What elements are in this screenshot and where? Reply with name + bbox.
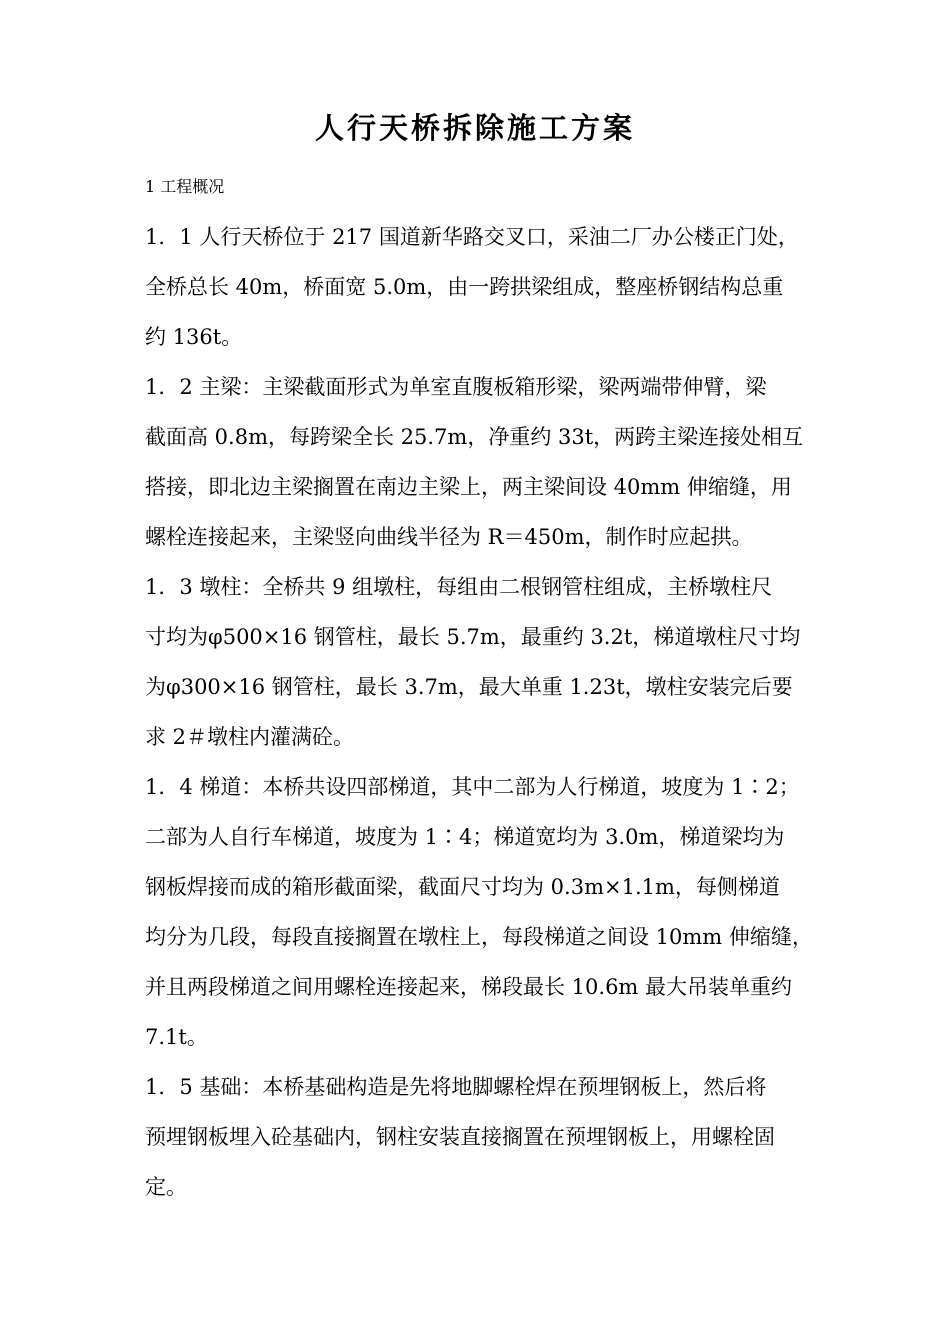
paragraph-line: 1．1 人行天桥位于 217 国道新华路交叉口，采油二厂办公楼正门处， bbox=[145, 225, 799, 249]
paragraph-line: 1．4 梯道：本桥共设四部梯道，其中二部为人行梯道，坡度为 1∶2； bbox=[145, 775, 800, 799]
paragraph-line: 搭接，即北边主梁搁置在南边主梁上，两主梁间设 40mm 伸缩缝，用 bbox=[145, 475, 792, 499]
paragraph-line: 约 136t。 bbox=[145, 325, 243, 349]
paragraph-line: 1．5 基础：本桥基础构造是先将地脚螺栓焊在预埋钢板上，然后将 bbox=[145, 1075, 767, 1099]
paragraph-line: 1．2 主梁：主梁截面形式为单室直腹板箱形梁，梁两端带伸臂，梁 bbox=[145, 375, 767, 399]
paragraph-line: 求 2＃墩柱内灌满砼。 bbox=[145, 725, 355, 749]
paragraph-line: 1．3 墩柱：全桥共 9 组墩柱，每组由二根钢管柱组成，主桥墩柱尺 bbox=[145, 575, 773, 599]
paragraph-line: 为φ300×16 钢管柱，最长 3.7m，最大单重 1.23t，墩柱安装完后要 bbox=[145, 675, 793, 699]
document-title: 人行天桥拆除施工方案 bbox=[314, 111, 635, 145]
paragraph bbox=[145, 218, 807, 368]
paragraph-line: 并且两段梯道之间用螺栓连接起来，梯段最长 10.6m 最大吊装单重约 bbox=[145, 975, 793, 999]
paragraph-line: 全桥总长 40m，桥面宽 5.0m，由一跨拱梁组成，整座桥钢结构总重 bbox=[145, 275, 784, 299]
paragraph bbox=[145, 768, 813, 1068]
paragraph bbox=[145, 1068, 807, 1218]
paragraph-line: 寸均为φ500×16 钢管柱，最长 5.7m，最重约 3.2t，梯道墩柱尺寸均 bbox=[145, 625, 801, 649]
paragraph-line: 螺栓连接起来，主梁竖向曲线半径为 R＝450m，制作时应起拱。 bbox=[145, 525, 753, 549]
paragraph-line: 定。 bbox=[145, 1175, 187, 1199]
paragraph-line: 二部为人自行车梯道，坡度为 1∶4；梯道宽均为 3.0m，梯道梁均为 bbox=[145, 825, 785, 849]
section-heading: 1 工程概况 bbox=[145, 177, 225, 196]
paragraph bbox=[145, 368, 807, 568]
paragraph-line: 截面高 0.8m，每跨梁全长 25.7m，净重约 33t，两跨主梁连接处相互 bbox=[145, 425, 804, 449]
document-body bbox=[145, 168, 813, 1218]
paragraph-line: 钢板焊接而成的箱形截面梁，截面尺寸均为 0.3m×1.1m，每侧梯道 bbox=[145, 875, 780, 899]
paragraph bbox=[145, 568, 807, 768]
paragraph-line: 预埋钢板埋入砼基础内，钢柱安装直接搁置在预埋钢板上，用螺栓固 bbox=[145, 1125, 775, 1149]
paragraph-line: 均分为几段，每段直接搁置在墩柱上，每段梯道之间设 10mm 伸缩缝， bbox=[145, 925, 813, 949]
paragraph-line: 7.1t。 bbox=[145, 1025, 208, 1049]
